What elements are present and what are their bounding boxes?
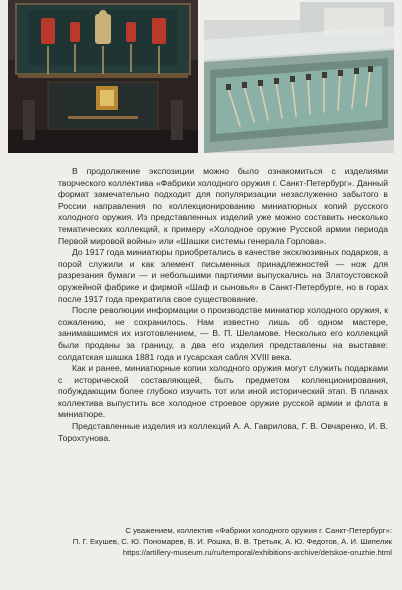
credits-names: П. Г. Екушев, С. Ю. Пономарев, В. И. Рошка, В. В. Третьяк, А. Ю. Федотов, А. И. Шипелик	[72, 537, 392, 547]
paragraph-1: В продолжение экспозиции можно было ознакомиться с изделиями творческого коллектива «Фабрики холодного оружия г. Санкт-Петербург». Данный формат замечательно подходит для популяризации незаслуженно забытого в России направления по коллекционированию миниатюрных копий русского холодного оружия. Из представленных изделий уже можно составить несколько тематических коллекций, к примеру «Холодное оружие Русской армии периода Первой мировой войны» или «Шашки системы генерала Горлова».	[58, 166, 388, 246]
source-url: https://artillery-museum.ru/ru/temporal/exhibitions-archive/detskoe-oruzhie.html	[122, 548, 392, 558]
article-body	[58, 166, 388, 444]
left-exhibit-photo	[8, 0, 198, 153]
credits-block	[40, 525, 392, 559]
right-exhibit-photo	[204, 0, 394, 153]
paragraph-5: Представленные изделия из коллекций А. А. Гаврилова, Г. В. Овчаренко, И. В. Торохтунова.	[58, 421, 388, 443]
paragraph-3: После революции информации о производстве миниатюр холодного оружия, к сожалению, не сохранилось. Нам известно лишь об одном мастере, занимавшимся их изготовлением, — В. П. Шеламове. Несколько его коллекций были проданы за границу, а два его изделия представлены на выставке: солдатская шашка 1881 года и гусарская сабля XVIII века.	[58, 305, 388, 362]
credits-greeting: С уважением, коллектив «Фабрики холодного оружия г. Санкт-Петербург»:	[125, 526, 392, 535]
photo-strip	[8, 0, 394, 153]
paragraph-2: До 1917 года миниатюры приобретались в качестве эксклюзивных подарков, а порой служили и как элемент письменных принадлежностей — нож для разрезания бумаги — и небольшими партиями выпускались на Златоустовской оружейной фабрике и фирмой «Шаф и сыновья» в Санкт-Петербурге, но в горах после 1917 года прекратила свое существование.	[58, 247, 388, 304]
paragraph-4: Как и ранее, миниатюрные копии холодного оружия могут служить подарками с исторической составляющей, быть предметом коллекционирования, побуждающим более глубоко изучить тот или иной исторический этап. В планах коллектива выпустить все холодное строевое оружие русской армии и флота в миниатюре.	[58, 363, 388, 420]
